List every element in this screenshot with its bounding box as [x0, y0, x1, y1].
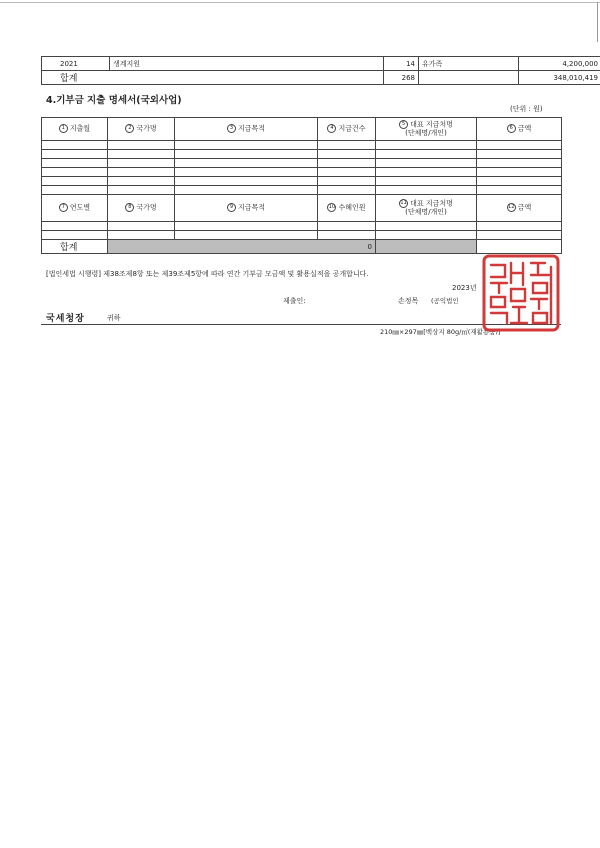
table-row — [42, 177, 562, 186]
main-total-label: 합계 — [42, 240, 108, 254]
main-total-amount — [477, 240, 562, 254]
submitter-label: 제출인: — [283, 297, 306, 305]
circle-number-icon: 11 — [400, 199, 407, 206]
unit-note: (단위 : 원) — [510, 105, 543, 113]
total-blank — [419, 71, 519, 85]
header-month: 1 지출월 — [42, 118, 108, 141]
count-cell: 14 — [384, 57, 419, 71]
date-text: 2023년 — [452, 284, 477, 292]
gray-cell — [376, 240, 477, 254]
circle-number-icon: 5 — [399, 120, 408, 129]
table-row — [42, 231, 562, 240]
circle-number-icon: 3 — [227, 124, 236, 133]
header-country: 8 국가명 — [108, 195, 175, 222]
official-seal-icon — [481, 253, 561, 333]
total-count: 268 — [384, 71, 419, 85]
section-title: 4.기부금 지출 명세서(국외사업) — [46, 95, 182, 106]
circle-number-icon: 6 — [507, 124, 516, 133]
circle-number-icon: 10 — [328, 204, 336, 211]
paper-spec: 210㎜×297㎜[백상지 80g/㎡(재활용품)] — [380, 328, 501, 336]
header-country: 2 국가명 — [108, 118, 175, 141]
recipient-title: 국세청장 — [46, 314, 85, 324]
top-summary-table — [41, 56, 600, 85]
header-payee: 11 대표 지급처명 (단체명/개인) — [376, 195, 477, 222]
circle-number-icon: 1 — [59, 124, 68, 133]
header-purpose: 3 지급목적 — [175, 118, 318, 141]
table-row — [42, 57, 600, 71]
header-amount: 12 금액 — [477, 195, 562, 222]
main-total-gray — [108, 240, 376, 254]
circle-number-icon: 9 — [227, 203, 236, 212]
recipient-cell: 유가족 — [419, 57, 519, 71]
header-payee: 5 대표 지급처명 (단체명/개인) — [376, 118, 477, 141]
table-row — [42, 222, 562, 231]
total-row — [42, 71, 600, 85]
signer-name: 손정목 — [398, 297, 419, 305]
header-row-yearly — [42, 195, 562, 222]
circle-number-icon: 2 — [125, 124, 134, 133]
circle-number-icon: 7 — [59, 203, 68, 212]
table-row — [42, 186, 562, 195]
legal-note: [법인세법 시행령] 제38조제8항 또는 제39조제5항에 따라 연간 기부금 모금액 및 활용실적을 공개합니다. — [46, 270, 369, 278]
main-total-value: 0 — [367, 242, 372, 251]
header-year: 7 연도별 — [42, 195, 108, 222]
page-top-line — [0, 2, 600, 3]
signer-org: (공익법인 — [431, 297, 459, 305]
amount-cell: 4,200,000 — [519, 57, 600, 71]
page-edge-line — [597, 2, 598, 42]
table-row — [42, 150, 562, 159]
recipient-suffix: 귀하 — [107, 314, 121, 322]
table-row — [42, 159, 562, 168]
circle-number-icon: 8 — [125, 203, 134, 212]
header-count: 4 지급건수 — [318, 118, 376, 141]
header-beneficiaries: 10 수혜인원 — [318, 195, 376, 222]
circle-number-icon: 12 — [508, 204, 515, 211]
overseas-expense-table — [41, 117, 562, 254]
circle-number-icon: 4 — [327, 124, 336, 133]
table-row — [42, 168, 562, 177]
main-total-row — [42, 240, 562, 254]
total-amount: 348,010,419 — [519, 71, 600, 85]
header-row-monthly — [42, 118, 562, 141]
total-label: 합계 — [42, 71, 384, 85]
header-amount: 6 금액 — [477, 118, 562, 141]
header-purpose: 9 지급목적 — [175, 195, 318, 222]
year-cell: 2021 — [42, 57, 110, 71]
purpose-cell: 생계지원 — [110, 57, 384, 71]
table-row — [42, 141, 562, 150]
